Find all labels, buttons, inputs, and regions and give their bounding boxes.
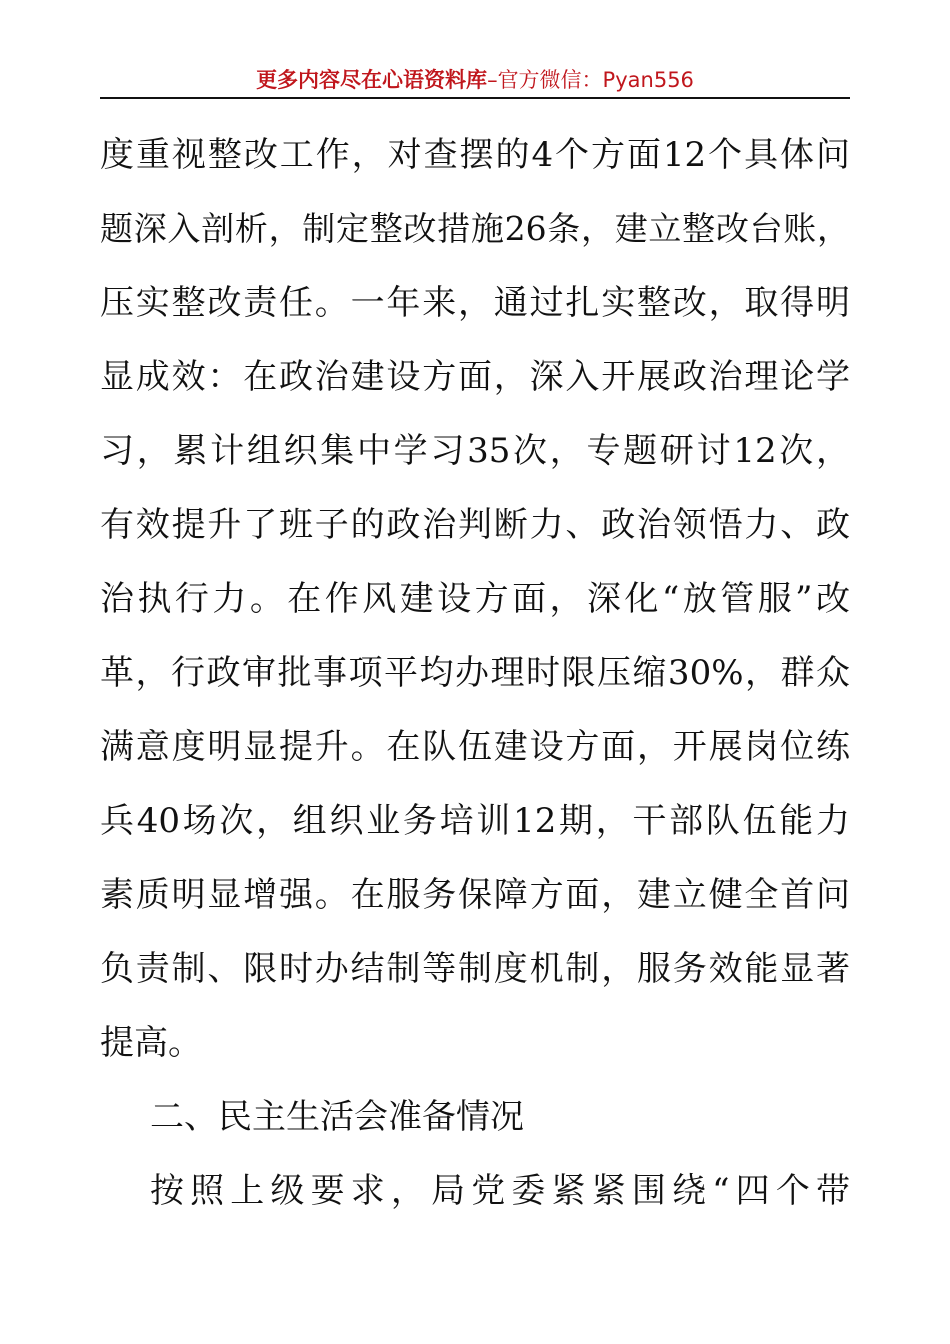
- header-rule: [100, 97, 850, 99]
- paragraph-line: 满意度明显提升。在队伍建设方面，开展岗位练: [100, 727, 850, 767]
- paragraph-line: 按照上级要求，局党委紧紧围绕“四个带: [150, 1171, 850, 1211]
- paragraph-line: 素质明显增强。在服务保障方面，建立健全首问: [100, 875, 850, 915]
- header-dash: –: [487, 68, 498, 92]
- paragraph-line: 显成效：在政治建设方面，深入开展政治理论学: [100, 357, 850, 397]
- document-body: [100, 118, 850, 1228]
- header-prefix: 更多内容尽在心语资料库: [256, 68, 488, 92]
- section-heading: 二、民主生活会准备情况: [150, 1097, 524, 1137]
- paragraph-line: 兵40场次，组织业务培训12期，干部队伍能力: [100, 801, 850, 841]
- paragraph-line: 度重视整改工作，对查摆的4个方面12个具体问: [100, 135, 850, 175]
- paragraph-line: 负责制、限时办结制等制度机制，服务效能显著: [100, 949, 850, 989]
- paragraph-line: 革，行政审批事项平均办理时限压缩30%，群众: [100, 653, 850, 693]
- paragraph-line: 习，累计组织集中学习35次，专题研讨12次，: [100, 431, 850, 471]
- paragraph-line: 有效提升了班子的政治判断力、政治领悟力、政: [100, 505, 850, 545]
- header-suffix: 官方微信：Pyan556: [497, 68, 694, 92]
- paragraph-line: 压实整改责任。一年来，通过扎实整改，取得明: [100, 283, 850, 323]
- paragraph-line: 提高。: [100, 1023, 202, 1063]
- paragraph-line: 治执行力。在作风建设方面，深化“放管服”改: [100, 579, 850, 619]
- page-header: [100, 62, 850, 98]
- paragraph-line: 题深入剖析，制定整改措施26条，建立整改台账，: [100, 209, 850, 248]
